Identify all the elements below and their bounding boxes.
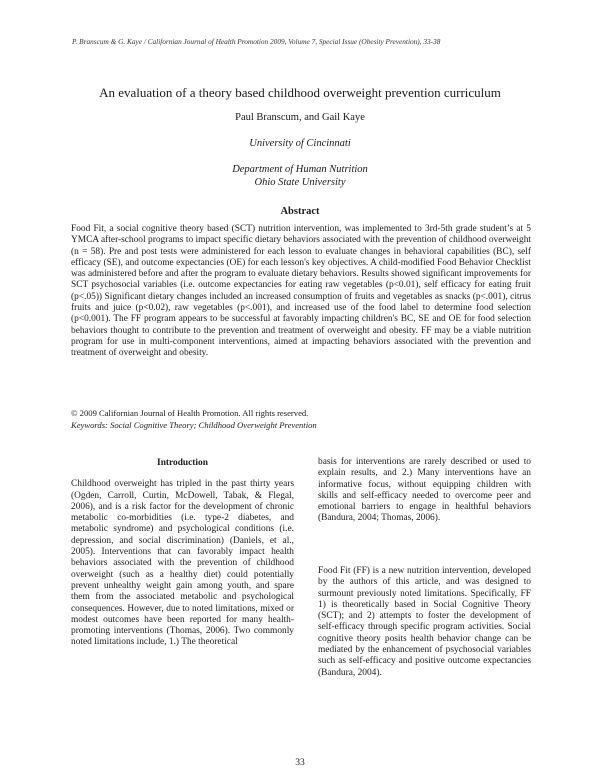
abstract-text: Food Fit, a social cognitive theory based (SCT) nutrition intervention, was implemented to 3rd-5th grade student’s at 5 YMCA after-school programs to impact specific dietary behaviors associated with the prevention of childhood overweight (n = 58). Pre and post tests were administered for each lesson to evaluate changes in behavioral capabilities (BC), self efficacy (SE), and outcome expectancies (OE) for each lesson's key objectives. A child-modified Food Behavior Checklist was administered before and after the program to evaluate dietary behaviors. Results showed significant improvements for SCT psychosocial variables (i.e. outcome expectancies for eating raw vegetables (p<0.01), self efficacy for eating fruit (p<.05)) Significant dietary changes included an increased consumption of fruits and vegetables as snacks (p<.001), citrus fruits and juice (p<0.02), raw vegetables (p<.001), and increased use of the food label to determine food selection (p<0.001). The FF program appears to be successful at favorably impacting children's BC, SE and OE for food selection behaviors thought to contribute to the prevention and treatment of overweight and obesity. FF may be a viable nutrition program for use in multi-component interventions, aimed at impacting behaviors associated with the prevention and treatment of overweight and obesity. bbox=[71, 224, 531, 359]
right-column-top bbox=[318, 457, 531, 525]
left-column bbox=[71, 458, 294, 649]
affiliation-university-cincinnati: University of Cincinnati bbox=[249, 138, 351, 149]
intro-paragraph-1: Childhood overweight has tripled in the past thirty years (Ogden, Carroll, Curtin, McDowell, Tabak, & Flegal, 2006), and is a risk factor for the development of chronic metabolic co-morbidities (i.e. type-2 diabetes, and metabolic syndrome) and psychological conditions (i.e. depression, and social discrimination) (Daniels, et al., 2005). Interventions that can favorably impact health behaviors associated with the prevention of childhood overweight (such as a healthy diet) could potentially prevent unhealthy weight gain among youth, and spare them from the associated metabolic and psychological consequences. However, due to noted limitations, mixed or modest outcomes have been reported for many health-promoting interventions (Thomas, 2006). Two commonly noted limitations include, 1.) The theoretical bbox=[71, 479, 294, 648]
abstract-heading: Abstract bbox=[280, 206, 320, 217]
intro-paragraph-continued: basis for interventions are rarely described or used to explain results, and 2.) Many interventions have an informative focus, without equipping children with skills and self-efficacy needed to overcome peer and emotional barriers to engage in healthful behaviors (Bandura, 2004; Thomas, 2006). bbox=[318, 457, 531, 524]
affiliation-university-ohio: Ohio State University bbox=[254, 177, 346, 188]
article-title: An evaluation of a theory based childhood overweight prevention curriculum bbox=[99, 85, 501, 100]
right-column-bottom bbox=[318, 566, 531, 679]
running-header: P. Branscum & G. Kaye / Californian Journal of Health Promotion 2009, Volume 7, Special Issue (Obesity Prevention), 33-38 bbox=[72, 37, 441, 46]
intro-paragraph-2: Food Fit (FF) is a new nutrition intervention, developed by the authors of this article, and was designed to surmount previously noted limitations. Specifically, FF 1) is theoretically based in Social Cognitive Theory (SCT); and 2) attempts to foster the development of self-efficacy through specific program activities. Social cognitive theory posits health behavior change can be mediated by the enhancement of psychosocial variables such as self-efficacy and positive outcome expectancies (Bandura, 2004). bbox=[318, 566, 531, 678]
page-number: 33 bbox=[295, 757, 305, 768]
copyright-notice: © 2009 Californian Journal of Health Promotion. All rights reserved. bbox=[71, 408, 309, 418]
author-list: Paul Branscum, and Gail Kaye bbox=[235, 112, 365, 123]
introduction-heading: Introduction bbox=[157, 458, 208, 468]
affiliation-department: Department of Human Nutrition bbox=[232, 164, 368, 175]
keywords: Keywords: Social Cognitive Theory; Childhood Overweight Prevention bbox=[71, 420, 317, 430]
